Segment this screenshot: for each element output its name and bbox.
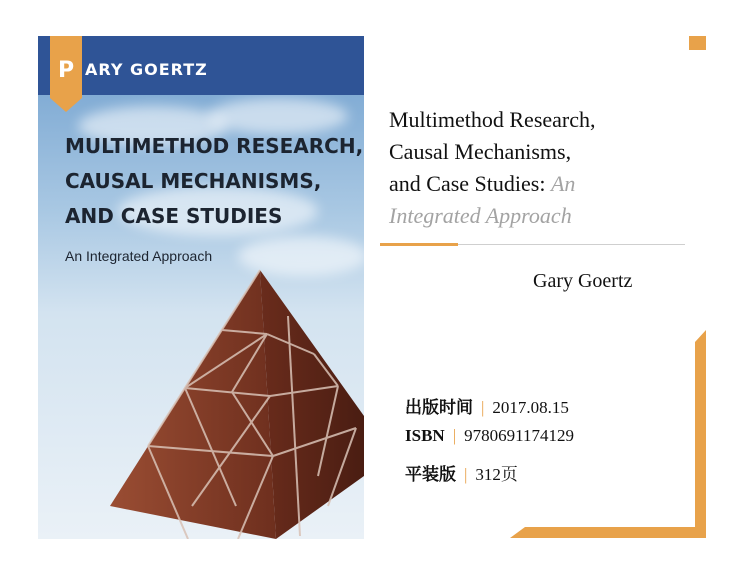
- meta-value: 2017.08.15: [492, 398, 569, 417]
- book-title-line-1: Multimethod Research,: [389, 107, 596, 132]
- meta-label: ISBN: [405, 426, 445, 445]
- cover-title-line-2: CAUSAL MECHANISMS,: [65, 169, 322, 193]
- book-title-line-2: Causal Mechanisms,: [389, 139, 572, 164]
- book-author: Gary Goertz: [533, 270, 633, 292]
- meta-value: 9780691174129: [464, 426, 574, 445]
- meta-separator: |: [452, 426, 457, 445]
- meta-value: 312页: [475, 465, 518, 484]
- cover-subtitle: An Integrated Approach: [65, 248, 213, 264]
- meta-separator: |: [464, 465, 468, 484]
- book-subtitle-part-2: Integrated Approach: [389, 203, 572, 228]
- cover-title-line-1: MULTIMETHOD RESEARCH,: [65, 134, 364, 158]
- meta-separator: |: [481, 398, 485, 417]
- cover-author: ARY GOERTZ: [85, 60, 208, 79]
- book-title-line-3-text: and Case Studies:: [389, 171, 546, 196]
- book-subtitle-part-1: An: [550, 171, 576, 196]
- publisher-logo-icon: P: [57, 58, 75, 83]
- meta-label: 出版时间: [405, 398, 473, 417]
- meta-label: 平装版: [405, 465, 456, 484]
- cover-title-line-3: AND CASE STUDIES: [65, 204, 283, 228]
